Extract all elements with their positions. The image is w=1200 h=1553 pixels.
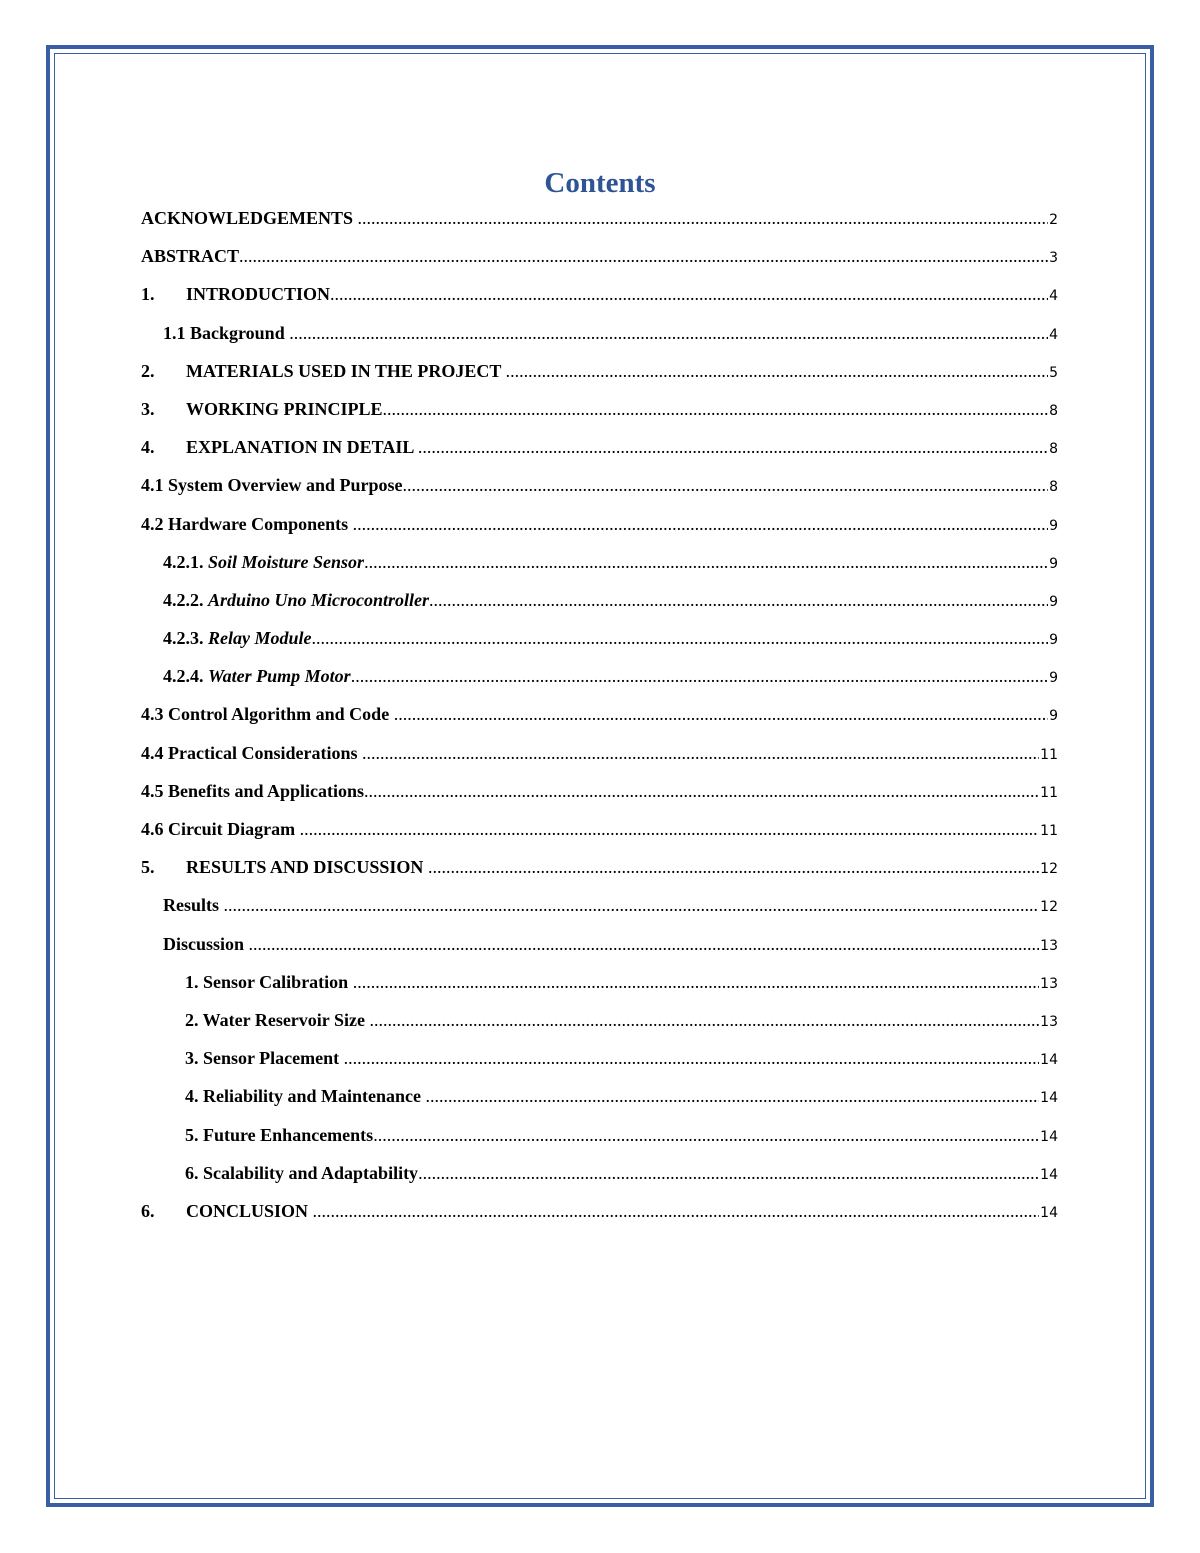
- toc-entry-page-number: 9: [1049, 670, 1058, 687]
- toc-entry-label: [186, 390, 383, 428]
- toc-entry-number: 2.: [141, 360, 155, 381]
- toc-entry[interactable]: [141, 772, 1058, 810]
- toc-entry-label: [141, 505, 353, 543]
- toc-dot-leader: [344, 1039, 1040, 1077]
- toc-entry-label: [163, 619, 312, 657]
- toc-dot-leader: [429, 581, 1048, 619]
- toc-entry-page-number: 4: [1049, 288, 1058, 305]
- toc-entry-italic-title: Relay Module: [208, 628, 312, 649]
- toc-entry[interactable]: [141, 1039, 1058, 1077]
- toc-entry-label: [185, 1077, 426, 1115]
- toc-entry-title: RESULTS AND DISCUSSION: [186, 857, 428, 878]
- toc-dot-leader: [402, 466, 1048, 504]
- toc-entry[interactable]: [141, 466, 1058, 504]
- toc-entry[interactable]: [141, 237, 1058, 275]
- toc-entry-title: 5. Future Enhancements: [185, 1124, 374, 1145]
- toc-entry-label: [163, 925, 249, 963]
- toc-entry-title: 4.2.3.: [163, 628, 208, 649]
- table-of-contents: [141, 199, 1058, 1230]
- toc-entry-label: [163, 657, 351, 695]
- toc-entry-page-number: 13: [1040, 975, 1058, 992]
- toc-entry-italic-title: Arduino Uno Microcontroller: [208, 589, 430, 610]
- toc-entry-label: [185, 1116, 373, 1154]
- toc-dot-leader: [330, 275, 1048, 313]
- toc-entry-italic-title: Soil Moisture Sensor: [208, 551, 365, 572]
- toc-entry-title: 4.2 Hardware Components: [141, 513, 353, 534]
- toc-entry-page-number: 12: [1040, 861, 1058, 878]
- toc-entry-page-number: 12: [1040, 899, 1058, 916]
- toc-entry-label: [141, 734, 362, 772]
- toc-dot-leader: [369, 1001, 1039, 1039]
- toc-entry-title: MATERIALS USED IN THE PROJECT: [186, 360, 506, 381]
- toc-entry-page-number: 9: [1049, 632, 1058, 649]
- toc-entry-page-number: 3: [1049, 250, 1058, 267]
- toc-entry[interactable]: [141, 199, 1058, 237]
- toc-entry[interactable]: [141, 810, 1058, 848]
- toc-entry[interactable]: [141, 505, 1058, 543]
- toc-dot-leader: [224, 886, 1040, 924]
- toc-entry[interactable]: [141, 428, 1058, 466]
- toc-entry-page-number: 14: [1040, 1204, 1058, 1221]
- toc-entry-page-number: 9: [1049, 593, 1058, 610]
- toc-entry[interactable]: [141, 925, 1058, 963]
- toc-entry-title: 6. Scalability and Adaptability: [185, 1162, 419, 1183]
- toc-dot-leader: [358, 199, 1049, 237]
- toc-entry-page-number: 9: [1049, 708, 1058, 725]
- toc-entry[interactable]: [141, 1154, 1058, 1192]
- toc-entry-label: [163, 314, 289, 352]
- toc-dot-leader: [313, 1192, 1040, 1230]
- toc-entry[interactable]: [141, 1116, 1058, 1154]
- toc-entry-label: [163, 581, 429, 619]
- toc-entry[interactable]: [141, 1001, 1058, 1039]
- toc-entry-title: 1.1 Background: [163, 322, 290, 343]
- toc-entry-label: [141, 772, 364, 810]
- toc-entry-label: [186, 275, 330, 313]
- toc-entry[interactable]: [141, 390, 1058, 428]
- toc-entry-title: 3. Sensor Placement: [185, 1048, 344, 1069]
- toc-entry-title: 4.2.2.: [163, 589, 208, 610]
- toc-entry-title: Discussion: [163, 933, 249, 954]
- toc-dot-leader: [418, 1154, 1039, 1192]
- toc-entry-italic-title: Water Pump Motor: [208, 666, 351, 687]
- toc-entry-title: Results: [163, 895, 224, 916]
- toc-entry-title: 4.2.1.: [163, 551, 208, 572]
- toc-entry-page-number: 4: [1049, 326, 1058, 343]
- toc-entry-label: [163, 886, 224, 924]
- toc-entry-page-number: 2: [1049, 212, 1058, 228]
- toc-entry-title: 4.1 System Overview and Purpose: [141, 475, 403, 496]
- toc-entry-title: CONCLUSION: [186, 1200, 313, 1221]
- toc-entry-page-number: 13: [1040, 937, 1058, 954]
- toc-dot-leader: [383, 390, 1049, 428]
- toc-entry-label: [185, 963, 353, 1001]
- toc-entry-page-number: 11: [1040, 823, 1058, 839]
- toc-dot-leader: [394, 695, 1048, 733]
- toc-entry[interactable]: [141, 695, 1058, 733]
- toc-dot-leader: [364, 772, 1039, 810]
- toc-entry-number: 1.: [141, 284, 155, 305]
- toc-entry[interactable]: [141, 619, 1058, 657]
- toc-dot-leader: [426, 1077, 1040, 1115]
- toc-dot-leader: [353, 963, 1039, 1001]
- toc-entry-label: [185, 1001, 369, 1039]
- toc-entry[interactable]: [141, 1077, 1058, 1115]
- toc-entry[interactable]: [141, 314, 1058, 352]
- toc-entry[interactable]: [141, 657, 1058, 695]
- toc-entry-number: 6.: [141, 1200, 155, 1221]
- toc-entry-label: [185, 1039, 344, 1077]
- toc-dot-leader: [239, 237, 1048, 275]
- toc-entry-label: [141, 810, 300, 848]
- toc-entry-page-number: 8: [1049, 402, 1058, 419]
- toc-dot-leader: [300, 810, 1040, 848]
- toc-entry-page-number: 8: [1049, 441, 1058, 458]
- toc-entry-page-number: 9: [1049, 555, 1058, 572]
- toc-dot-leader: [373, 1116, 1039, 1154]
- toc-entry[interactable]: [141, 352, 1058, 390]
- toc-entry[interactable]: [141, 963, 1058, 1001]
- toc-entry-number: 5.: [141, 857, 155, 878]
- toc-entry-page-number: 11: [1040, 746, 1058, 763]
- toc-entry-number: 4.: [141, 437, 155, 458]
- toc-entry-label: [185, 1154, 418, 1192]
- toc-entry-title: 4.3 Control Algorithm and Code: [141, 704, 394, 725]
- toc-entry-label: [163, 543, 364, 581]
- toc-title: Contents: [544, 167, 656, 199]
- toc-entry-page-number: 8: [1049, 479, 1058, 496]
- toc-entry-title: 4.6 Circuit Diagram: [141, 819, 300, 839]
- toc-entry-label: [141, 199, 358, 237]
- toc-dot-leader: [289, 314, 1048, 352]
- toc-entry-label: [141, 237, 239, 275]
- toc-entry-title: ABSTRACT: [141, 246, 240, 267]
- toc-entry-label: [186, 352, 506, 390]
- toc-dot-leader: [351, 657, 1048, 695]
- toc-entry[interactable]: [141, 734, 1058, 772]
- toc-dot-leader: [362, 734, 1039, 772]
- toc-entry[interactable]: [141, 848, 1058, 886]
- toc-entry-title: EXPLANATION IN DETAIL: [186, 437, 418, 458]
- toc-entry-label: [141, 695, 394, 733]
- toc-entry-page-number: 14: [1040, 1090, 1058, 1107]
- toc-entry-page-number: 14: [1040, 1128, 1058, 1145]
- toc-dot-leader: [312, 619, 1049, 657]
- toc-entry-label: [141, 466, 402, 504]
- toc-entry-title: WORKING PRINCIPLE: [186, 398, 383, 419]
- toc-entry-number: 3.: [141, 398, 155, 419]
- toc-entry[interactable]: [141, 886, 1058, 924]
- toc-entry-page-number: 14: [1040, 1052, 1058, 1069]
- toc-entry-title: 4.2.4.: [163, 666, 208, 687]
- toc-entry[interactable]: [141, 275, 1058, 313]
- toc-entry-label: [186, 1192, 313, 1230]
- toc-entry-page-number: 13: [1040, 1013, 1058, 1030]
- toc-dot-leader: [506, 352, 1049, 390]
- toc-dot-leader: [418, 428, 1048, 466]
- toc-entry[interactable]: [141, 1192, 1058, 1230]
- toc-entry[interactable]: [141, 543, 1058, 581]
- toc-entry-page-number: 5: [1049, 364, 1058, 381]
- toc-entry-title: 4.5 Benefits and Applications: [141, 780, 365, 801]
- toc-entry-title: 2. Water Reservoir Size: [185, 1009, 370, 1030]
- toc-entry-label: [186, 848, 428, 886]
- toc-entry-title: 4. Reliability and Maintenance: [185, 1086, 426, 1107]
- toc-entry[interactable]: [141, 581, 1058, 619]
- toc-entry-page-number: 14: [1040, 1166, 1058, 1183]
- toc-dot-leader: [428, 848, 1039, 886]
- toc-entry-label: [186, 428, 418, 466]
- toc-entry-page-number: 11: [1040, 784, 1058, 801]
- toc-entry-title: ACKNOWLEDGEMENTS: [141, 208, 358, 228]
- toc-dot-leader: [249, 925, 1040, 963]
- toc-dot-leader: [353, 505, 1048, 543]
- toc-entry-page-number: 9: [1049, 517, 1058, 534]
- toc-entry-title: 4.4 Practical Considerations: [141, 742, 362, 763]
- toc-dot-leader: [364, 543, 1048, 581]
- toc-entry-title: 1. Sensor Calibration: [185, 971, 353, 992]
- toc-entry-title: INTRODUCTION: [186, 284, 331, 305]
